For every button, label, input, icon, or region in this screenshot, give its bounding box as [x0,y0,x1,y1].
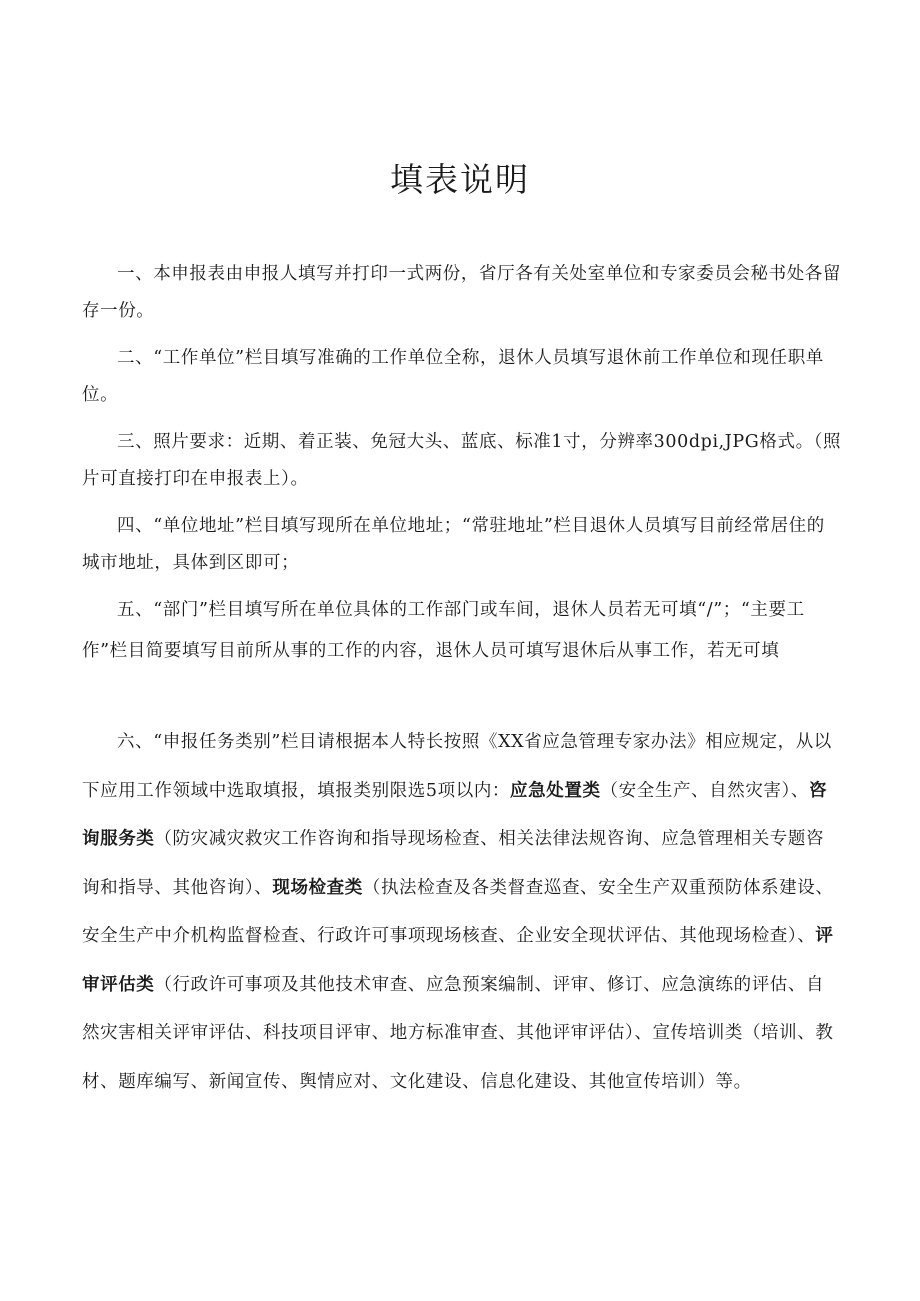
category-review-assessment-desc: （行政许可事项及其他技术审查、应急预案编制、评审、修订、应急演练的评估、自然灾害相关评审评估、科技项目评审、地方标准审查、其他评审评估）、宣传培训类（培训、教材、题库编写、新闻宣传、舆情应对、文化建设、信息化建设、其他宣传培训）等。 [82,974,834,1092]
paragraph-1: 一、本申报表由申报人填写并打印一式两份，省厅各有关处室单位和专家委员会秘书处各留存一份。 [82,264,841,321]
paragraph-6 [82,718,842,1106]
paragraph-2: 二、“工作单位”栏目填写准确的工作单位全称，退休人员填写退休前工作单位和现任职单位。 [82,348,824,405]
category-consulting-service-desc: （防灾减灾救灾工作咨询和指导现场检查、相关法律法规咨询、应急管理相关专题咨询和指导、其他咨询）、 [82,829,825,898]
paragraph-6-intro: 六、“申报任务类别”栏目请根据本人特长按照《XX省应急管理专家办法》相应规定，从以下应用工作领域中选取填报，填报类别限选5项以内： [82,732,832,801]
category-consulting-service: 咨询服务类 [82,780,828,849]
category-emergency-response: 应急处置类 [510,780,601,801]
category-emergency-response-desc: （安全生产、自然灾害）、 [600,780,809,801]
paragraph-4: 四、“单位地址”栏目填写现所在单位地址；“常驻地址”栏目退休人员填写目前经常居住的城市地址，具体到区即可； [82,516,825,573]
paragraph-3: 三、照片要求：近期、着正装、免冠大头、蓝底、标准1寸，分辨率300dpi,JPG格式。（照片可直接打印在申报表上）。 [82,432,842,489]
category-site-inspection: 现场检查类 [272,877,363,898]
paragraph-5: 五、“部门”栏目填写所在单位具体的工作部门或车间，退休人员若无可填“/”；“主要工作”栏目简要填写目前所从事的工作的内容，退休人员可填写退休后从事工作，若无可填 [82,600,805,661]
page-title: 填表说明 [390,160,530,199]
category-site-inspection-desc: （执法检查及各类督查巡查、安全生产双重预防体系建设、安全生产中介机构监督检查、行政许可事项现场核查、企业安全现状评估、其他现场检查）、 [82,877,834,946]
category-review-assessment: 评审评估类 [82,926,834,995]
